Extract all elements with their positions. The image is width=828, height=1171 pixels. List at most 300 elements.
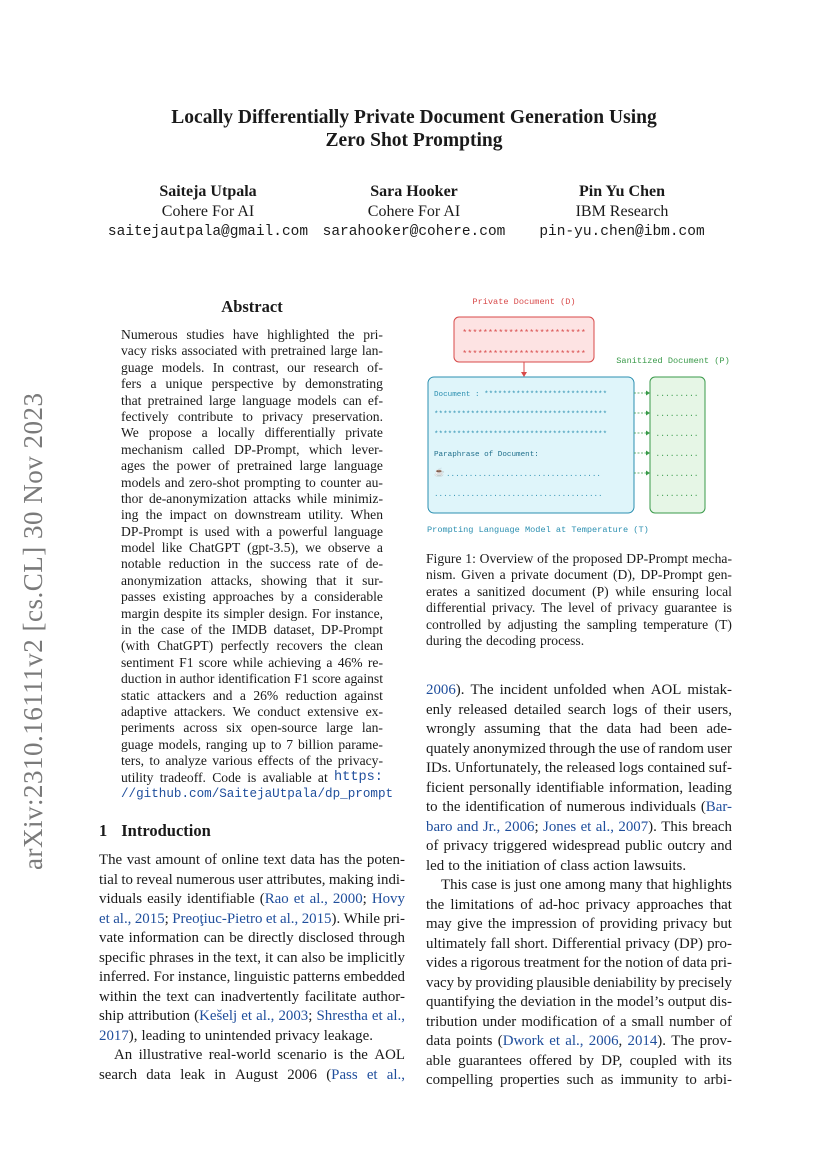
word: a: [464, 583, 471, 599]
word: [709, 759, 732, 779]
text-fragment: class: [560, 857, 590, 874]
word: [238, 871, 263, 891]
word: the: [552, 551, 569, 566]
citation-link[interactable]: Bar-: [705, 799, 732, 815]
abstract-line: [121, 786, 394, 802]
text-fragment: had: [639, 721, 662, 737]
text-fragment: The: [671, 1033, 695, 1049]
word: [166, 988, 188, 1008]
citation-link[interactable]: 2006: [426, 682, 456, 698]
word: static: [121, 687, 150, 703]
text-fragment: able: [426, 1052, 451, 1069]
word: fers: [121, 376, 142, 392]
word: [461, 954, 468, 974]
word: [333, 1046, 343, 1066]
text-line: [426, 1052, 732, 1072]
citation-link[interactable]: 2015: [134, 910, 165, 927]
word: [698, 701, 732, 721]
title-line-1: Locally Differentially Private Document Generation Using: [171, 107, 657, 128]
text-fragment: to: [448, 857, 460, 874]
text-fragment: deviation: [520, 994, 576, 1010]
citation-link[interactable]: Rao: [264, 891, 289, 907]
citation-link[interactable]: al.,: [386, 1008, 405, 1024]
word: [448, 857, 460, 877]
text-fragment: compelling: [426, 1072, 493, 1088]
sanitized-line: .........: [655, 490, 699, 499]
word: prompting: [244, 474, 301, 490]
word: [580, 993, 592, 1013]
word: [678, 974, 732, 994]
author-affiliation: Cohere For AI: [161, 203, 255, 220]
word: [593, 974, 657, 994]
word: powerful: [278, 523, 328, 539]
text-fragment: illustrative: [138, 1047, 203, 1063]
text-fragment: through: [548, 740, 596, 757]
citation-link[interactable]: Preoţiuc-Pietro: [172, 910, 263, 927]
word: [520, 993, 575, 1013]
word: [278, 1007, 312, 1027]
word: [619, 759, 644, 779]
text-fragment: privacy: [275, 1027, 320, 1044]
word: [372, 890, 405, 910]
word: reduction: [168, 556, 221, 572]
word: by: [282, 376, 297, 392]
text-fragment: that: [709, 896, 732, 913]
word: [426, 798, 438, 818]
text-fragment: deniability: [593, 974, 657, 991]
word: [646, 876, 668, 896]
word: is: [722, 600, 732, 616]
word: that: [316, 572, 337, 588]
text-fragment: user: [238, 871, 263, 888]
text-fragment: prov-: [699, 1033, 732, 1049]
text-fragment: search: [567, 701, 606, 718]
word: [213, 949, 231, 969]
text-fragment: a: [460, 955, 468, 971]
text-fragment: random: [658, 740, 704, 757]
text-fragment: in: [579, 994, 592, 1010]
text-fragment: just: [514, 877, 536, 893]
text-fragment: (: [700, 799, 706, 815]
text-fragment: the: [544, 760, 563, 776]
abstract-line: [121, 475, 383, 491]
citation-link[interactable]: 2017: [99, 1027, 129, 1044]
word: [630, 798, 696, 818]
text-fragment: (: [259, 891, 265, 907]
text-fragment: the: [212, 949, 232, 966]
word: private: [511, 567, 549, 583]
citation-link[interactable]: 2003: [278, 1008, 309, 1024]
text-fragment: by: [457, 974, 473, 991]
word: author: [179, 671, 215, 687]
word: [99, 910, 110, 930]
word: on: [213, 507, 228, 523]
text-fragment: precisely: [678, 974, 732, 991]
word: its: [206, 605, 220, 621]
text-fragment: of: [543, 857, 557, 874]
word: [543, 818, 576, 838]
word: up: [252, 736, 266, 752]
word: [426, 974, 454, 994]
abstract-line: [121, 622, 383, 638]
word: [663, 915, 708, 935]
word: to: [242, 408, 253, 424]
word: at: [317, 769, 328, 785]
text-fragment: among: [565, 877, 606, 893]
word: [688, 779, 732, 799]
text-fragment: data: [606, 721, 632, 737]
citation-link[interactable]: Pass: [331, 1066, 358, 1083]
text-fragment: of: [204, 852, 217, 868]
citation-link[interactable]: Jr.,: [482, 818, 501, 835]
word: [582, 915, 594, 935]
word: [521, 1013, 597, 1033]
section-number: 1: [99, 821, 108, 840]
word: a: [376, 540, 383, 556]
citation-link[interactable]: et: [366, 1066, 378, 1083]
text-fragment: ad-hoc: [538, 896, 580, 913]
text-fragment: ;: [534, 818, 539, 835]
word: attacks,: [210, 572, 252, 588]
transfer-arrow-head: [646, 391, 650, 396]
text-fragment: search: [99, 1066, 138, 1083]
text-fragment: phrases: [149, 949, 194, 966]
text-fragment: pri-: [383, 910, 405, 927]
word: [99, 929, 124, 949]
word: [442, 798, 460, 818]
word: [329, 871, 374, 891]
text-fragment: the: [463, 857, 482, 874]
word: [426, 1071, 493, 1091]
author-email[interactable]: saitejautpala@gmail.com: [107, 224, 309, 240]
word: despite: [163, 605, 203, 621]
word: [707, 935, 732, 955]
text-fragment: ultimately: [426, 935, 487, 952]
text-fragment: vides: [426, 955, 458, 971]
word: [426, 759, 451, 779]
text-fragment: August: [235, 1066, 279, 1083]
word: [280, 910, 298, 930]
citation-link[interactable]: et: [241, 1008, 253, 1024]
text-fragment: anonymized: [473, 740, 546, 757]
citation-link[interactable]: Dwork: [502, 1033, 545, 1049]
citation-link[interactable]: et: [580, 818, 592, 835]
word: 1:: [465, 551, 476, 566]
word: various: [212, 753, 253, 769]
word: [667, 954, 679, 974]
citation-link[interactable]: et: [371, 1008, 383, 1024]
word: recovers: [276, 638, 323, 654]
word: DP-Prompt,: [234, 441, 300, 457]
citation-link[interactable]: al.,: [309, 891, 328, 907]
word: [464, 857, 482, 877]
word: thor: [121, 490, 143, 506]
word: sampling: [586, 616, 637, 632]
word: a: [239, 687, 246, 703]
citation-link[interactable]: Kešelj: [199, 1008, 238, 1024]
word: [155, 851, 200, 871]
text-fragment: with: [684, 1052, 711, 1069]
abstract-line: [121, 425, 383, 441]
text-fragment: the: [349, 1047, 368, 1063]
word: [475, 974, 533, 994]
word: our: [287, 359, 306, 375]
word: conduct: [257, 703, 301, 719]
author-email[interactable]: sarahooker@cohere.com: [322, 224, 506, 240]
citation-link[interactable]: al.,: [280, 910, 299, 927]
transfer-arrow-head: [646, 411, 650, 416]
word: used: [204, 523, 230, 539]
citation-link[interactable]: al.,: [595, 818, 614, 835]
citation-link[interactable]: Jones: [543, 818, 577, 835]
word: [426, 681, 464, 701]
model-emoji-icon: ☕: [434, 467, 445, 477]
text-fragment: incident: [499, 682, 548, 698]
word: [671, 1032, 694, 1052]
word: [674, 935, 703, 955]
author-block-2: [294, 182, 534, 242]
code-link[interactable]: //github.com/SaitejaUtpala/dp_prompt: [121, 786, 394, 801]
word: research: [313, 359, 359, 375]
sanitized-line: .........: [655, 450, 699, 459]
transfer-arrow-head: [646, 451, 650, 456]
word: language: [333, 458, 383, 474]
citation-link[interactable]: et: [549, 1033, 561, 1049]
word: associated: [181, 343, 238, 359]
word: privacy: [617, 600, 659, 616]
text-fragment: for: [583, 955, 601, 971]
word: [707, 740, 732, 760]
text-fragment: AOL: [650, 682, 682, 698]
word: [326, 1066, 357, 1086]
word: [205, 1027, 271, 1047]
word: billion: [297, 736, 334, 752]
word: [426, 915, 452, 935]
word: [682, 954, 707, 974]
text-fragment: number: [668, 1013, 715, 1030]
word: parame-: [338, 736, 383, 752]
text-fragment: by: [579, 1052, 594, 1069]
title-line-2: Zero Shot Prompting: [325, 130, 503, 151]
word: Overview: [479, 551, 534, 566]
word: guarantee: [664, 600, 717, 616]
citation-link[interactable]: 2014: [627, 1033, 658, 1049]
word: the: [337, 327, 355, 342]
text-fragment: (: [497, 1033, 503, 1049]
word: [344, 910, 380, 930]
text-fragment: personally: [469, 779, 532, 796]
text-fragment: the: [598, 740, 617, 757]
word: [560, 857, 589, 877]
word: approaches: [212, 589, 274, 605]
word: [457, 974, 472, 994]
citation-link[interactable]: 2007: [618, 818, 649, 835]
word: [194, 1007, 237, 1027]
citation-link[interactable]: 2006: [588, 1033, 619, 1049]
word: [567, 759, 616, 779]
word: [347, 949, 405, 969]
text-fragment: may: [426, 916, 452, 932]
private-document-label: Private Document (D): [472, 297, 576, 307]
word: [277, 949, 298, 969]
citation-link[interactable]: baro: [426, 818, 453, 835]
word: margin: [121, 605, 160, 621]
citation-link[interactable]: al.,: [386, 1066, 405, 1083]
text-line: [426, 1071, 732, 1091]
text-fragment: vate: [99, 930, 124, 946]
text-fragment: text: [166, 988, 189, 1005]
citation-link[interactable]: et: [99, 910, 110, 927]
text-fragment: quately: [426, 740, 470, 757]
word: [685, 1071, 697, 1091]
word: of: [600, 600, 612, 616]
transfer-arrow-head: [646, 471, 650, 476]
text-fragment: of: [666, 955, 680, 971]
word: de-anonymization: [148, 490, 248, 506]
word: [294, 890, 305, 910]
word: [99, 871, 118, 891]
word: (T): [714, 616, 732, 632]
citation-link[interactable]: and: [456, 818, 479, 835]
word: [113, 910, 131, 930]
citation-link[interactable]: 2000: [332, 891, 363, 907]
word: [565, 876, 606, 896]
word: [482, 1013, 516, 1033]
code-link[interactable]: https:: [334, 769, 383, 785]
text-fragment: vast: [126, 852, 151, 868]
word: [536, 779, 604, 799]
text-fragment: of: [719, 1013, 732, 1030]
word: de-: [365, 556, 383, 572]
author-name: Sara Hooker: [370, 183, 458, 200]
word: [498, 1032, 544, 1052]
word: [511, 915, 576, 935]
word: language: [333, 523, 383, 539]
text-fragment: identifiable: [536, 779, 604, 796]
word: DP-Prompt: [640, 567, 703, 583]
word: [187, 890, 255, 910]
word: in: [165, 671, 176, 687]
word: [713, 915, 732, 935]
word: [651, 681, 682, 701]
word: unique: [165, 376, 203, 392]
word: ages: [121, 458, 146, 474]
word: the: [315, 753, 333, 769]
word: [204, 929, 225, 949]
word: [625, 935, 670, 955]
word: [324, 1027, 373, 1047]
word: Numerous: [121, 327, 178, 342]
word: [500, 1071, 560, 1091]
text-fragment: assuming: [484, 721, 541, 737]
word: [488, 915, 506, 935]
word: [601, 1071, 613, 1091]
word: [172, 910, 262, 930]
text-fragment: logs: [612, 701, 638, 718]
word: [128, 1007, 190, 1027]
word: [180, 1066, 205, 1086]
word: [672, 876, 732, 896]
sanitized-line: .........: [655, 430, 699, 439]
word: DP-Prompt: [626, 551, 689, 566]
word: [277, 1046, 327, 1066]
word: attackers: [157, 687, 206, 703]
caption-line: [426, 584, 732, 600]
word: [114, 1046, 132, 1066]
sanitized-document-label: Sanitized Document (P): [616, 356, 730, 366]
text-fragment: that: [548, 721, 572, 737]
word: showing: [261, 572, 308, 588]
word: [604, 954, 622, 974]
citation-link[interactable]: Shrestha: [316, 1008, 368, 1024]
text-fragment: attribution: [127, 1008, 190, 1024]
text-fragment: within: [99, 988, 138, 1005]
text-fragment: such: [566, 1072, 594, 1088]
prompt-line: Paraphrase of Document:: [434, 451, 539, 459]
word: [147, 890, 182, 910]
abstract-body: [121, 327, 394, 802]
word: [567, 1071, 594, 1091]
word: [606, 720, 631, 740]
abstract-heading: Abstract: [221, 297, 283, 316]
text-fragment: can: [203, 930, 225, 946]
word: [214, 1066, 226, 1086]
abstract-line: [121, 409, 383, 425]
text-fragment: IDs.: [426, 760, 452, 776]
text-fragment: facilitate: [304, 988, 357, 1005]
citation-link[interactable]: al.,: [565, 1033, 584, 1049]
text-line: [426, 720, 732, 740]
word: [457, 915, 483, 935]
text-fragment: inadvertently: [220, 988, 300, 1005]
text-line: [426, 1013, 732, 1033]
word: adaptive: [121, 703, 168, 719]
text-fragment: its: [717, 1052, 732, 1069]
citation-link[interactable]: al.,: [256, 1008, 275, 1024]
citation-link[interactable]: al.,: [113, 910, 132, 927]
word: [581, 818, 592, 838]
text-fragment: ).: [455, 682, 465, 698]
citation-link[interactable]: Hovy: [371, 891, 405, 907]
word: clean: [354, 638, 383, 654]
text-fragment: can: [276, 949, 298, 966]
citation-link[interactable]: et: [265, 910, 277, 927]
text-fragment: instance,: [177, 969, 231, 985]
word: (P): [592, 583, 609, 599]
word: ensuring: [652, 583, 699, 599]
word: [670, 720, 698, 740]
author-block-1: [88, 182, 328, 242]
text-fragment: output: [667, 994, 706, 1010]
citation-link[interactable]: 2015: [301, 910, 332, 927]
author-email[interactable]: pin-yu.chen@ibm.com: [539, 224, 705, 240]
word: that: [121, 392, 142, 408]
word: [636, 896, 703, 916]
word: privacy.: [491, 600, 536, 616]
text-fragment: leading: [141, 1027, 186, 1044]
model-temperature-label: Prompting Language Model at Temperature (T): [427, 525, 649, 535]
citation-link[interactable]: et: [293, 891, 305, 907]
text-fragment: released: [566, 760, 616, 776]
text-line: [426, 837, 732, 857]
citation-link[interactable]: 2006: [504, 818, 535, 835]
text-fragment: While: [343, 910, 381, 927]
word: re-: [367, 654, 383, 670]
word: [583, 954, 600, 974]
text-fragment: ;: [362, 891, 367, 907]
word: models.: [161, 359, 205, 375]
text-fragment: vacy: [426, 974, 455, 991]
